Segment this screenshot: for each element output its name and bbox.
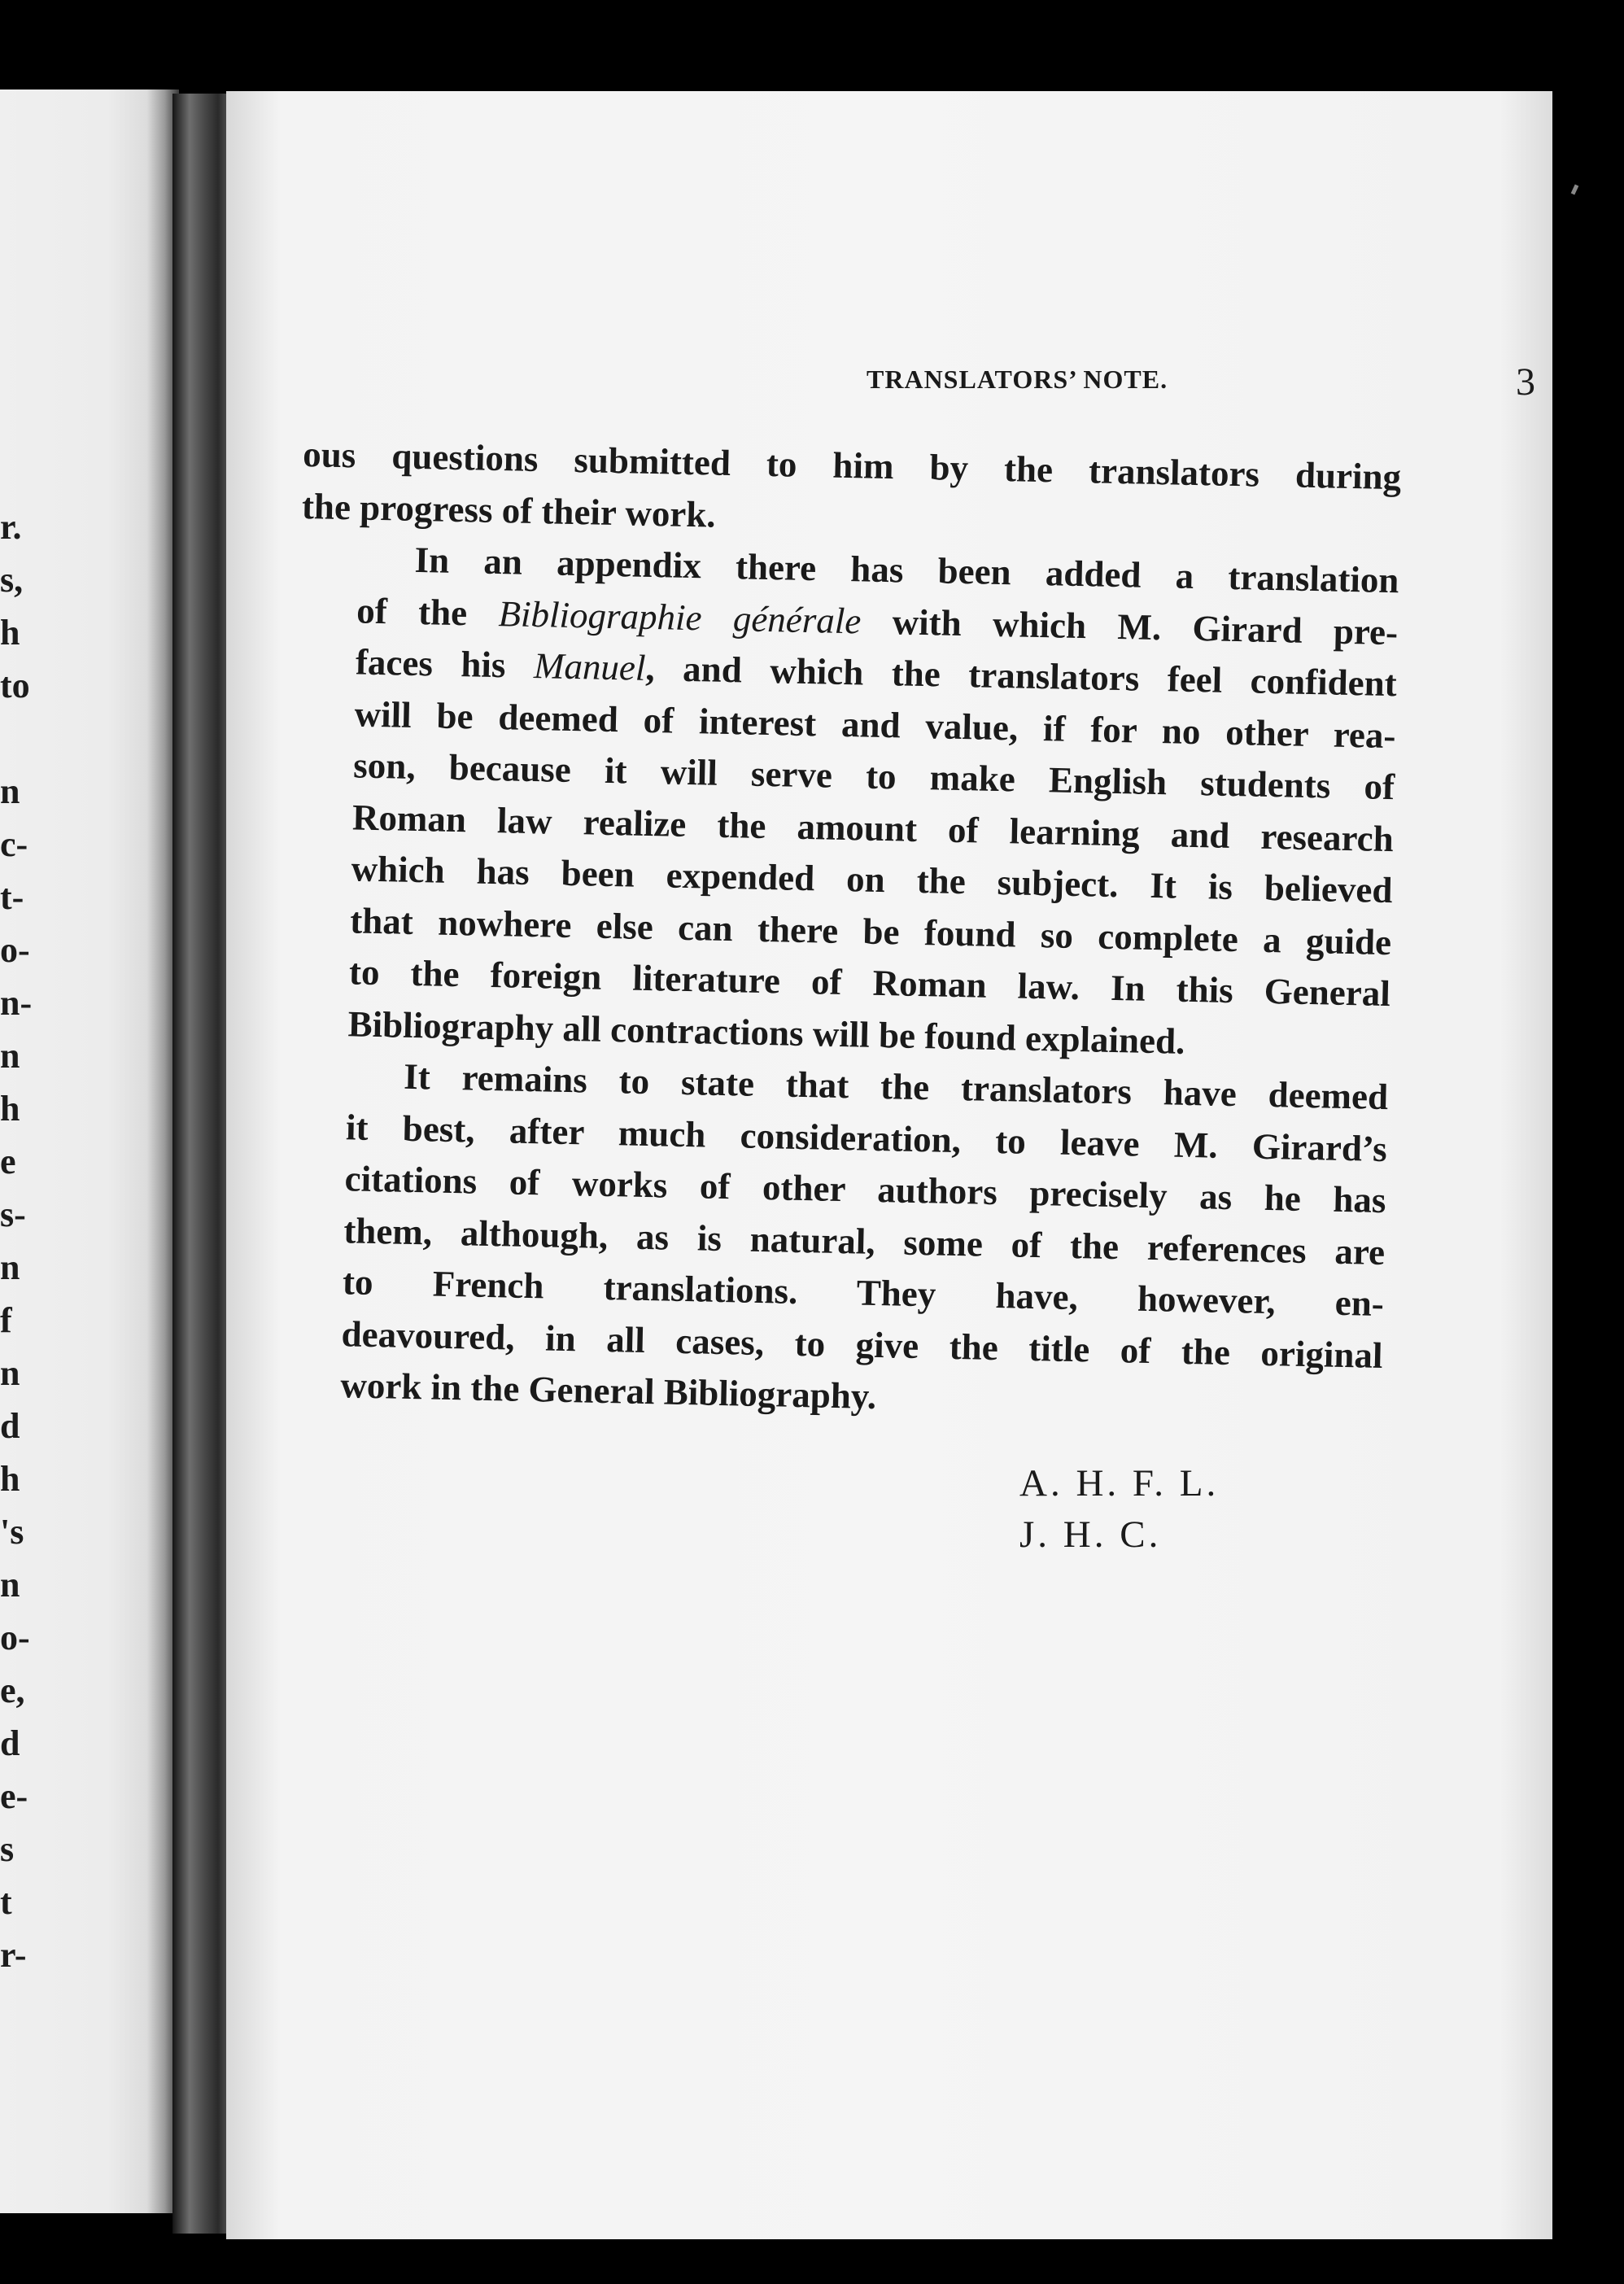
text-line: son, because it will serve to make English students of	[352, 745, 1395, 808]
left-fragment: c-	[0, 824, 28, 864]
left-fragment: e	[0, 1142, 16, 1181]
text-line: In an appendix there has been added a translation	[414, 539, 1399, 601]
left-fragment	[0, 712, 33, 765]
text-line: it best, after much consideration, to leave M. Girard’s	[345, 1106, 1388, 1169]
signature-initials	[1019, 1458, 1219, 1561]
left-fragment: h	[0, 1459, 20, 1499]
body-text	[283, 429, 1402, 1434]
left-fragment: n	[0, 1353, 20, 1393]
paragraph	[283, 1049, 1389, 1434]
text-line: of the Bibliographie générale with which M. Girard pre-	[356, 589, 1399, 653]
left-fragment: o-	[0, 1618, 30, 1657]
page-header	[637, 360, 1540, 408]
left-fragment: n	[0, 1036, 20, 1076]
left-fragment: e-	[0, 1776, 28, 1816]
left-fragment: r-	[0, 1935, 27, 1975]
text-line: faces his Manuel, and which the translators feel confident	[355, 641, 1398, 705]
text-line: Roman law realize the amount of learning and research	[351, 796, 1395, 859]
text-line: that nowhere else can there be found so complete a guide	[349, 899, 1392, 963]
text-line: ous questions submitted to him by the translators during	[302, 433, 1402, 498]
left-fragment: d	[0, 1406, 20, 1446]
text-line: Bibliography all contractions will be found explained.	[347, 1002, 1185, 1062]
left-fragment: 's	[0, 1512, 24, 1552]
left-fragment: s,	[0, 560, 24, 600]
text-line: work in the General Bibliography.	[339, 1365, 877, 1417]
running-head: TRANSLATORS’ NOTE.	[867, 365, 1168, 394]
binding-gutter	[172, 94, 229, 2234]
signature-line: J. H. C.	[1019, 1513, 1162, 1556]
text-line: them, although, as is natural, some of the references are	[343, 1209, 1386, 1273]
left-fragment: r.	[0, 507, 22, 547]
dust-speck	[1571, 185, 1579, 195]
text-line: which has been expended on the subject. It is believed	[351, 848, 1393, 911]
left-fragment: h	[0, 613, 20, 653]
book-page	[226, 91, 1552, 2239]
left-fragment: n-	[0, 983, 33, 1023]
left-fragment: h	[0, 1089, 20, 1129]
text-line: to French translations. They have, however, en-	[342, 1261, 1385, 1325]
left-facing-page	[0, 90, 179, 2213]
left-fragment: t	[0, 1882, 12, 1922]
left-fragment: e,	[0, 1670, 25, 1710]
text-line: deavoured, in all cases, to give the title of the original	[341, 1312, 1383, 1376]
text-line: citations of works of other authors precisely as he has	[344, 1158, 1386, 1221]
text-line: It remains to state that the translators have deemed	[403, 1055, 1389, 1118]
left-fragment: d	[0, 1723, 20, 1763]
left-fragment: o-	[0, 930, 30, 970]
left-fragment: n	[0, 1247, 20, 1287]
left-fragment: s-	[0, 1194, 26, 1234]
text-line: will be deemed of interest and value, if for no other rea-	[354, 692, 1396, 756]
left-fragment: f	[0, 1300, 12, 1340]
signature-line: A. H. F. L.	[1019, 1462, 1220, 1504]
left-fragment: s	[0, 1829, 15, 1869]
page-number: 3	[1516, 360, 1535, 404]
paragraph	[290, 532, 1399, 1072]
left-fragment: n	[0, 1565, 20, 1605]
text-line: to the foreign literature of Roman law. In this General	[348, 951, 1391, 1015]
text-line: the progress of their work.	[301, 485, 717, 535]
left-fragment: to	[0, 666, 30, 705]
left-fragment: t-	[0, 877, 24, 917]
left-fragment: n	[0, 771, 20, 811]
left-page-text-fragments	[0, 500, 33, 1981]
